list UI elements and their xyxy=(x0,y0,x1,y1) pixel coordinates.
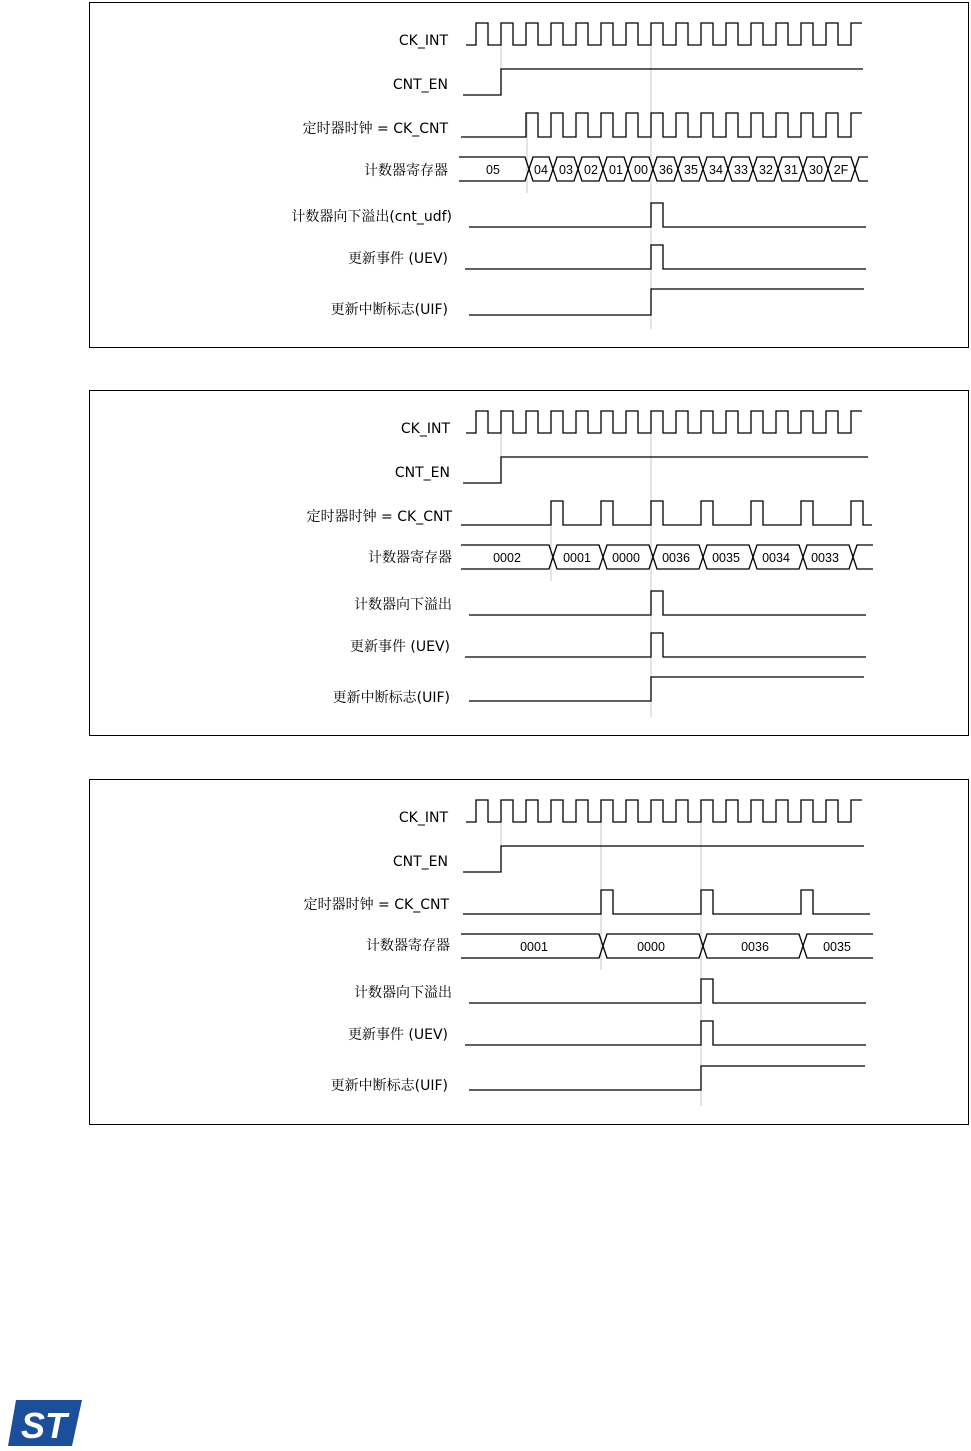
counter-value: 0001 xyxy=(563,551,591,565)
signal-label-ck-int: CK_INT xyxy=(400,421,450,437)
counter-value: 2F xyxy=(833,163,849,177)
uev-wave xyxy=(465,245,866,269)
signal-label-underflow: 计数器向下溢出(cnt_udf) xyxy=(291,209,452,225)
counter-value: 31 xyxy=(784,163,798,177)
ck-int-wave xyxy=(466,411,862,433)
signal-label-uev: 更新事件 (UEV) xyxy=(347,1027,448,1043)
timing-diagram-3 xyxy=(89,779,969,1125)
counter-value: 01 xyxy=(609,163,623,177)
counter-register-bus xyxy=(461,545,873,569)
signal-label-ck-cnt: 定时器时钟 = CK_CNT xyxy=(302,121,448,137)
counter-value: 32 xyxy=(759,163,773,177)
uif-wave xyxy=(469,289,864,315)
counter-value: 02 xyxy=(584,163,598,177)
logo-text: ST xyxy=(20,1405,68,1446)
signal-label-uif: 更新中断标志(UIF) xyxy=(330,302,448,318)
ck-cnt-wave xyxy=(461,113,862,137)
underflow-wave xyxy=(469,979,866,1003)
counter-value: 05 xyxy=(486,163,500,177)
cnt-en-wave xyxy=(463,846,864,872)
counter-value: 04 xyxy=(534,163,548,177)
counter-value: 0033 xyxy=(811,551,839,565)
signal-label-counter-register: 计数器寄存器 xyxy=(366,938,450,954)
signal-label-uif: 更新中断标志(UIF) xyxy=(332,690,450,706)
uif-wave xyxy=(469,1066,865,1090)
signal-label-ck-cnt: 定时器时钟 = CK_CNT xyxy=(306,509,452,525)
signal-label-ck-int: CK_INT xyxy=(398,810,448,826)
timing-diagram-2 xyxy=(89,390,969,736)
signal-label-underflow: 计数器向下溢出 xyxy=(354,985,452,1001)
counter-value: 00 xyxy=(634,163,648,177)
underflow-wave xyxy=(469,591,866,615)
counter-value: 33 xyxy=(734,163,748,177)
counter-value: 30 xyxy=(809,163,823,177)
timing-diagram-1 xyxy=(89,2,969,348)
ck-int-wave xyxy=(466,23,862,45)
counter-value: 34 xyxy=(709,163,723,177)
counter-value: 03 xyxy=(559,163,573,177)
signal-label-uev: 更新事件 (UEV) xyxy=(349,639,450,655)
counter-value: 36 xyxy=(659,163,673,177)
signal-label-ck-int: CK_INT xyxy=(398,33,448,49)
signal-label-cnt-en: CNT_EN xyxy=(392,77,448,93)
counter-value: 0000 xyxy=(637,940,665,954)
counter-value: 0034 xyxy=(762,551,790,565)
counter-register-bus xyxy=(459,157,868,181)
signal-label-uev: 更新事件 (UEV) xyxy=(347,251,448,267)
counter-value: 0002 xyxy=(493,551,521,565)
underflow-wave xyxy=(469,203,866,227)
counter-value: 0036 xyxy=(662,551,690,565)
timing-svg-2 xyxy=(90,391,970,737)
cnt-en-wave xyxy=(463,457,868,483)
counter-register-bus xyxy=(461,934,873,958)
st-logo xyxy=(6,1398,84,1448)
counter-value: 0036 xyxy=(741,940,769,954)
counter-value: 35 xyxy=(684,163,698,177)
ck-cnt-wave xyxy=(463,890,870,914)
signal-label-counter-register: 计数器寄存器 xyxy=(364,163,448,179)
signal-label-counter-register: 计数器寄存器 xyxy=(368,550,452,566)
counter-value: 0035 xyxy=(712,551,740,565)
signal-label-cnt-en: CNT_EN xyxy=(394,465,450,481)
timing-svg-1 xyxy=(90,3,970,349)
counter-value: 0035 xyxy=(823,940,851,954)
timing-svg-3 xyxy=(90,780,970,1126)
ck-cnt-wave xyxy=(461,501,872,525)
signal-label-underflow: 计数器向下溢出 xyxy=(354,597,452,613)
signal-label-cnt-en: CNT_EN xyxy=(392,854,448,870)
counter-value: 0001 xyxy=(520,940,548,954)
uev-wave xyxy=(465,633,866,657)
signal-label-ck-cnt: 定时器时钟 = CK_CNT xyxy=(303,897,449,913)
uev-wave xyxy=(465,1021,866,1045)
ck-int-wave xyxy=(466,800,862,822)
cnt-en-wave xyxy=(463,69,863,95)
guide-lines xyxy=(501,413,651,717)
signal-label-uif: 更新中断标志(UIF) xyxy=(330,1078,448,1094)
counter-value: 0000 xyxy=(612,551,640,565)
uif-wave xyxy=(469,677,864,701)
